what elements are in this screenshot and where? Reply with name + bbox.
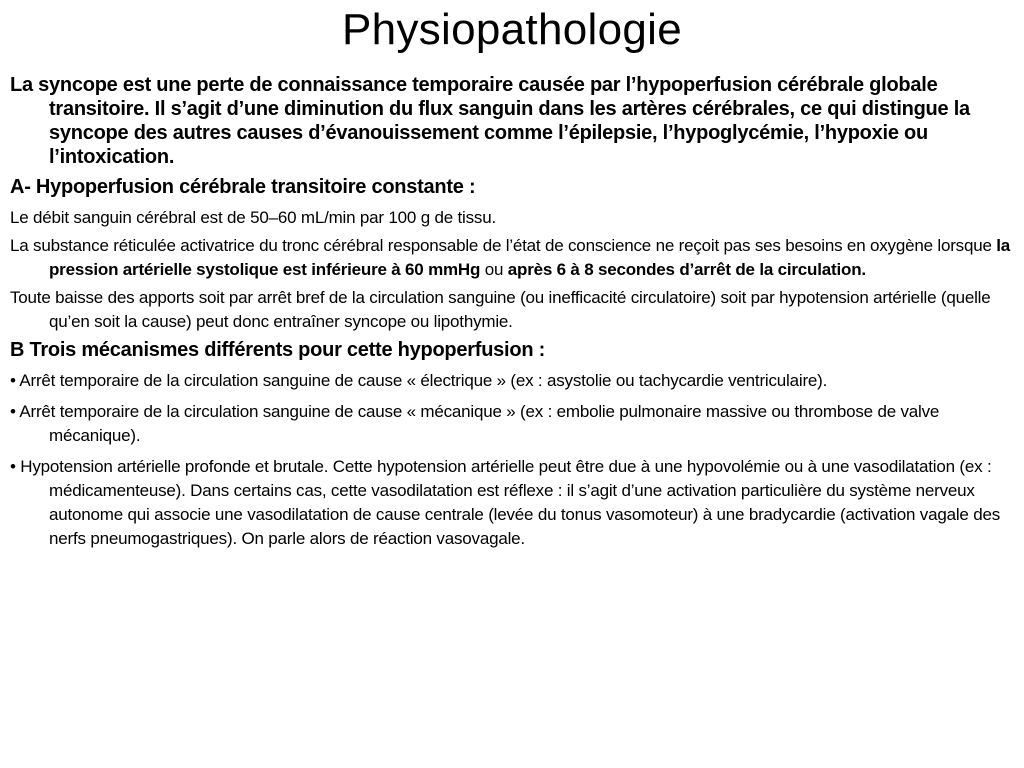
systolic-pressure-threshold: la pression artérielle systolique est inférieure à 60 mmHg (49, 236, 1011, 279)
bullet-icon: • (10, 371, 16, 390)
bullet-icon: • (10, 402, 16, 421)
bullet-icon: • (10, 457, 16, 476)
intro-paragraph: La syncope est une perte de connaissance temporaire causée par l’hypoperfusion cérébrale globale transitoire. Il s’agit d’une diminution du flux sanguin dans les artères cérébrales, ce qui distingue la syncope des autres causes d’évanouissement comme l’épilepsie, l’hypoglycémie, l’hypoxie ou l’intoxication. (10, 74, 970, 168)
supply-drop-paragraph: Toute baisse des apports soit par arrêt bref de la circulation sanguine (ou inefficacité circulatoire) soit par hypotension artérielle (quelle qu’en soit la cause) peut donc entraîner syncope ou lipothymie. (10, 288, 991, 331)
circulation-arrest-duration: après 6 à 8 secondes d’arrêt de la circulation. (507, 260, 866, 279)
slide-title: Physiopathologie (342, 5, 682, 54)
mechanism-item-hypotension (10, 455, 1012, 551)
mechanism-item-electrical (10, 369, 1012, 393)
mechanism-item-text: Arrêt temporaire de la circulation sanguine de cause « mécanique » (ex : embolie pulmonaire massive ou thrombose de valve mécanique). (19, 402, 940, 445)
reticular-substance-paragraph (10, 234, 1012, 282)
slide-content (10, 73, 1012, 558)
section-a-heading: A- Hypoperfusion cérébrale transitoire constante : (10, 176, 476, 198)
cerebral-blood-flow-text: Le débit sanguin cérébral est de 50–60 mL/min par 100 g de tissu. (10, 208, 496, 227)
mechanism-item-mechanical (10, 400, 1012, 448)
mechanism-item-text: Arrêt temporaire de la circulation sanguine de cause « électrique » (ex : asystolie ou tachycardie ventriculaire). (19, 371, 828, 390)
mechanism-item-text: Hypotension artérielle profonde et brutale. Cette hypotension artérielle peut être due à une hypovolémie ou à une vasodilatation (ex : médicamenteuse). Dans certains cas, cette vasodilatation est réflexe : il s’agit d’une activation particulière du système nerveux autonome qui associe une vasodilatation de cause centrale (levée du tonus vasomoteur) à une bradycardie (activation vagale des nerfs pneumogastriques). On parle alors de réaction vasovagale. (20, 457, 1001, 548)
reticular-text-part2: ou (480, 260, 508, 279)
reticular-text-part1: La substance réticulée activatrice du tronc cérébral responsable de l’état de conscience ne reçoit pas ses besoins en oxygène lorsque (10, 236, 997, 255)
section-b-heading: B Trois mécanismes différents pour cette hypoperfusion : (10, 339, 546, 361)
